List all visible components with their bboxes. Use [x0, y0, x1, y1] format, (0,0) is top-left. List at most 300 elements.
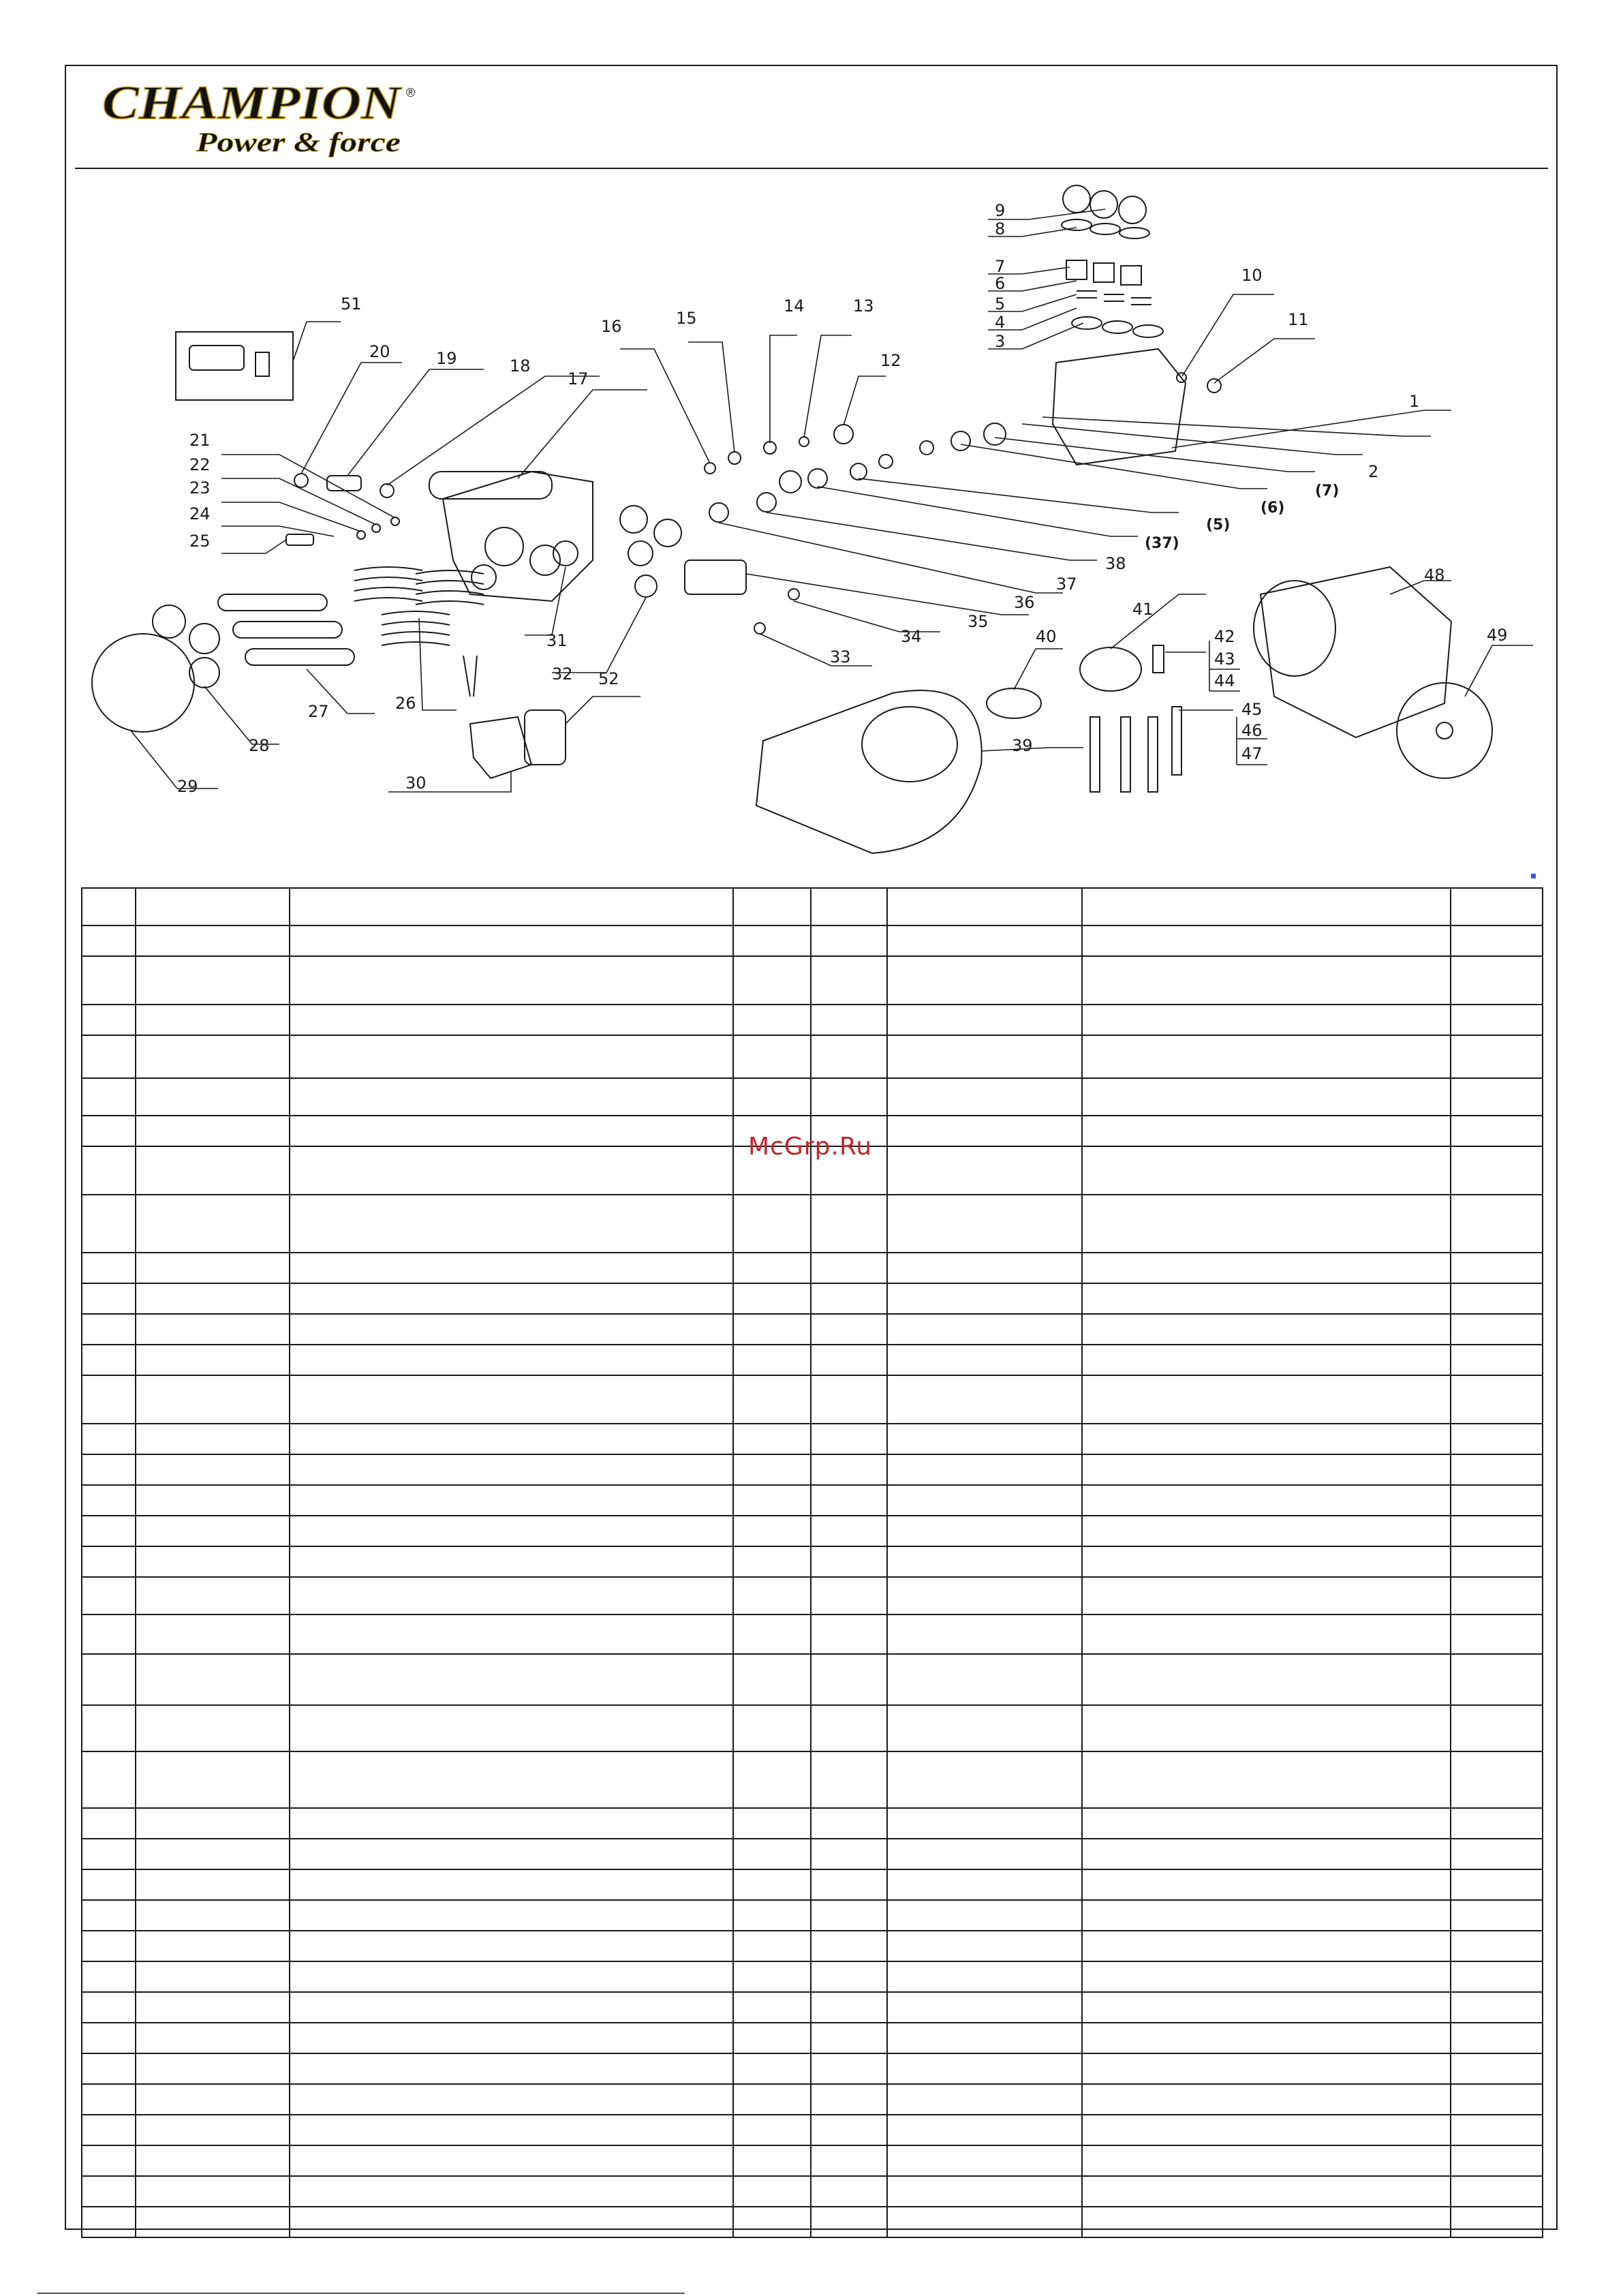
table-cell [1082, 2115, 1451, 2145]
table-cell [1451, 1705, 1543, 1751]
table-cell [290, 1654, 733, 1705]
callout-5-bold: (5) [1206, 517, 1231, 534]
table-cell [136, 925, 290, 956]
watermark: McGrp.Ru [748, 1133, 873, 1161]
callout-29: 29 [177, 777, 198, 796]
table-cell [887, 1345, 1082, 1375]
table-cell [290, 2023, 733, 2053]
table-cell [811, 2176, 887, 2207]
table-cell [82, 1705, 136, 1751]
table-cell [82, 1839, 136, 1869]
table-cell [1451, 1195, 1543, 1253]
leader-24 [221, 526, 334, 536]
table-cell [887, 888, 1082, 925]
table-cell [733, 1516, 811, 1546]
table-row [82, 2207, 1543, 2237]
leader-36 [719, 523, 1063, 593]
table-cell [82, 1614, 136, 1654]
table-cell [811, 956, 887, 1005]
part-16-nut [705, 463, 715, 474]
table-cell [82, 2176, 136, 2207]
callout-6-bold: (6) [1261, 500, 1285, 517]
table-cell [887, 1195, 1082, 1253]
leader-29 [131, 731, 218, 789]
callout-23: 23 [189, 478, 211, 498]
table-cell [811, 1195, 887, 1253]
part-1-pump-head [1053, 349, 1186, 465]
table-cell [290, 1546, 733, 1577]
callout-8: 8 [995, 219, 1006, 239]
table-row [82, 956, 1543, 1005]
table-row [82, 1195, 1543, 1253]
part-3-seal [1102, 321, 1132, 333]
table-cell [82, 1654, 136, 1705]
table-cell [290, 1839, 733, 1869]
table-cell [811, 1931, 887, 1961]
table-cell [887, 1546, 1082, 1577]
leader-17 [518, 390, 647, 478]
leader-18 [387, 376, 600, 485]
table-cell [887, 2145, 1082, 2176]
table-row [82, 1992, 1543, 2023]
table-row [82, 1345, 1543, 1375]
callout-26: 26 [395, 694, 416, 713]
table-cell [290, 1345, 733, 1375]
table-cell [733, 1992, 811, 2023]
part-7-valve [1121, 266, 1141, 285]
table-cell [1451, 2176, 1543, 2207]
table-cell [290, 2053, 733, 2084]
table-cell [82, 1283, 136, 1314]
table-cell [1451, 2145, 1543, 2176]
table-cell [82, 1961, 136, 1992]
seal [628, 541, 653, 566]
table-cell [887, 1869, 1082, 1900]
table-cell [290, 1146, 733, 1195]
table-cell [136, 1195, 290, 1253]
table-cell [887, 2053, 1082, 2084]
table-cell [887, 1705, 1082, 1751]
table-cell [733, 1005, 811, 1035]
table-cell [887, 1005, 1082, 1035]
part-41-bearing-plate [1080, 647, 1141, 691]
table-cell [136, 1345, 290, 1375]
leader-38 [818, 487, 1138, 536]
table-cell [1451, 2084, 1543, 2115]
table-cell [136, 888, 290, 925]
leader-20 [301, 363, 402, 474]
leader-49 [293, 322, 341, 361]
table-cell [811, 1839, 887, 1869]
table-cell [290, 1314, 733, 1345]
table-cell [733, 1654, 811, 1705]
table-cell [290, 1577, 733, 1614]
part-48-flange [1254, 581, 1335, 676]
callout-3: 3 [995, 332, 1006, 351]
table-cell [887, 2207, 1082, 2237]
table-cell [887, 1808, 1082, 1839]
part-42-bolt [1153, 645, 1164, 673]
callout-21: 21 [189, 431, 211, 450]
table-cell [1451, 2053, 1543, 2084]
table-cell [1451, 1839, 1543, 1869]
callout-43: 43 [1214, 649, 1235, 669]
table-row [82, 925, 1543, 956]
table-cell [1082, 1195, 1451, 1253]
leader-11 [1214, 339, 1315, 383]
callout-11: 11 [1288, 310, 1309, 329]
table-cell [887, 1078, 1082, 1116]
table-cell [887, 2084, 1082, 2115]
table-cell [1451, 1424, 1543, 1454]
leader-37b [859, 478, 1179, 512]
callout-15: 15 [676, 309, 697, 328]
table-cell [887, 1283, 1082, 1314]
table-cell [811, 2084, 887, 2115]
callout-36: 36 [1014, 593, 1035, 612]
part-39-motor-cover [756, 690, 982, 853]
table-cell [811, 1005, 887, 1035]
table-cell [1451, 1751, 1543, 1808]
part-8-oring [1062, 219, 1092, 230]
part-3-seal [1133, 325, 1163, 337]
table-cell [82, 1375, 136, 1424]
table-cell [733, 1931, 811, 1961]
part-46-bolt [1148, 717, 1158, 792]
table-cell [1082, 2084, 1451, 2115]
table-row [82, 1005, 1543, 1035]
table-cell [136, 1614, 290, 1654]
table-cell [1082, 1577, 1451, 1614]
table-row [82, 1283, 1543, 1314]
table-cell [733, 2023, 811, 2053]
table-cell [1082, 1253, 1451, 1283]
callout-19: 19 [436, 349, 457, 368]
table-row [82, 1654, 1543, 1705]
table-cell [1082, 1839, 1451, 1869]
seal [920, 441, 933, 455]
callout-37: 37 [1056, 575, 1077, 594]
part-28-seal [153, 605, 185, 638]
callout-46: 46 [1241, 721, 1263, 740]
table-cell [811, 2207, 887, 2237]
table-cell [887, 1992, 1082, 2023]
part-31-seal [553, 541, 578, 566]
leader-41 [1111, 594, 1206, 649]
part-27-plunger [233, 622, 342, 638]
table-cell [290, 2115, 733, 2145]
table-cell [733, 1839, 811, 1869]
leader-9 [988, 209, 1105, 219]
table-cell [733, 1705, 811, 1751]
table-cell [1082, 2207, 1451, 2237]
table-cell [136, 1900, 290, 1931]
table-cell [1451, 2207, 1543, 2237]
table-cell [136, 1839, 290, 1869]
table-cell [290, 1485, 733, 1516]
callout-5: 5 [995, 294, 1006, 313]
table-row [82, 1577, 1543, 1614]
table-cell [1451, 888, 1543, 925]
logo-tagline: Power & force [195, 127, 401, 157]
table-cell [136, 2176, 290, 2207]
table-cell [887, 1146, 1082, 1195]
part-9-cap [1090, 191, 1117, 218]
table-cell [1082, 1546, 1451, 1577]
table-cell [733, 888, 811, 925]
table-cell [887, 925, 1082, 956]
table-cell [811, 2053, 887, 2084]
table-row [82, 1931, 1543, 1961]
table-cell [887, 956, 1082, 1005]
table-row [82, 1454, 1543, 1485]
table-cell [887, 1253, 1082, 1283]
part-27-plunger [218, 594, 327, 611]
part-45-bolt [1172, 707, 1181, 775]
table-cell [82, 2115, 136, 2145]
callout-7: 7 [995, 257, 1006, 276]
table-cell [887, 1035, 1082, 1078]
callout-41: 41 [1132, 600, 1154, 619]
callout-34: 34 [901, 627, 922, 646]
callout-51: 49 [1487, 626, 1508, 645]
table-cell [811, 1577, 887, 1614]
table-row [82, 1485, 1543, 1516]
table-cell [136, 1654, 290, 1705]
part-17-port [485, 527, 523, 566]
table-cell [82, 1116, 136, 1146]
table-cell [136, 1961, 290, 1992]
table-cell [1082, 1705, 1451, 1751]
table-cell [1451, 1931, 1543, 1961]
table-cell [1082, 2145, 1451, 2176]
table-cell [811, 1900, 887, 1931]
table-cell [811, 1516, 887, 1546]
leader-7b [1022, 424, 1363, 455]
leader-14 [770, 335, 797, 443]
table-cell [82, 1992, 136, 2023]
table-cell [290, 1454, 733, 1485]
table-cell [733, 1424, 811, 1454]
table-cell [733, 1345, 811, 1375]
table-cell [136, 1078, 290, 1116]
callout-44: 44 [1214, 671, 1235, 690]
part-3-seal [1072, 317, 1102, 329]
table-cell [811, 2145, 887, 2176]
seal [984, 423, 1006, 445]
part-51-fan-hub [1436, 722, 1453, 739]
table-cell [811, 1485, 887, 1516]
table-cell [1451, 1283, 1543, 1314]
part-33-screw [754, 623, 765, 634]
table-cell [811, 925, 887, 956]
table-cell [136, 1454, 290, 1485]
table-cell [136, 2207, 290, 2237]
part-30-wires [463, 656, 477, 697]
part-11-plug [1207, 379, 1221, 393]
table-cell [811, 1375, 887, 1424]
table-cell [1451, 1146, 1543, 1195]
table-cell [82, 1005, 136, 1035]
champion-logo [102, 76, 429, 158]
table-cell [1082, 2023, 1451, 2053]
table-row [82, 2053, 1543, 2084]
table-cell [733, 1253, 811, 1283]
table-cell [1082, 1146, 1451, 1195]
table-row [82, 1035, 1543, 1078]
leader-23 [221, 502, 361, 532]
table-cell [887, 1485, 1082, 1516]
table-cell [82, 925, 136, 956]
table-cell [136, 2023, 290, 2053]
table-cell [733, 1900, 811, 1931]
table-cell [82, 2023, 136, 2053]
table-cell [82, 1485, 136, 1516]
table-row [82, 2115, 1543, 2145]
table-cell [733, 2053, 811, 2084]
table-cell [82, 1345, 136, 1375]
leader-15 [688, 342, 735, 453]
callout-6: 6 [995, 274, 1006, 293]
table-cell [733, 1485, 811, 1516]
table-cell [82, 1253, 136, 1283]
table-row [82, 1546, 1543, 1577]
table-cell [887, 1577, 1082, 1614]
part-36-ring [709, 503, 728, 522]
callout-37-bold: (37) [1145, 535, 1179, 552]
callout-28: 28 [249, 736, 270, 755]
table-cell [82, 2053, 136, 2084]
leader-22 [221, 478, 376, 525]
callout-38: 38 [1105, 554, 1126, 573]
table-cell [811, 1992, 887, 2023]
table-cell [811, 1869, 887, 1900]
table-row [82, 1900, 1543, 1931]
table-cell [82, 2145, 136, 2176]
table-cell [1451, 1577, 1543, 1614]
part-8-oring [1090, 224, 1120, 234]
callout-48: 48 [1424, 566, 1445, 585]
table-cell [82, 2084, 136, 2115]
table-cell [82, 1454, 136, 1485]
table-cell [1451, 1546, 1543, 1577]
table-row [82, 1516, 1543, 1546]
table-cell [811, 1424, 887, 1454]
table-cell [887, 1314, 1082, 1345]
table-cell [290, 1900, 733, 1931]
table-cell [290, 1751, 733, 1808]
table-cell [290, 1808, 733, 1839]
table-cell [290, 1705, 733, 1751]
callout-31: 31 [546, 631, 568, 650]
table-cell [136, 1869, 290, 1900]
callout-16: 16 [601, 317, 622, 336]
table-cell [811, 1614, 887, 1654]
table-cell [290, 925, 733, 956]
table-cell [82, 1546, 136, 1577]
table-cell [82, 1195, 136, 1253]
leader-16 [620, 349, 710, 463]
table-cell [811, 1314, 887, 1345]
table-row [82, 2023, 1543, 2053]
table-cell [136, 1931, 290, 1961]
table-cell [1451, 1375, 1543, 1424]
table-cell [811, 1808, 887, 1839]
table-cell [1451, 925, 1543, 956]
table-cell [733, 1375, 811, 1424]
table-cell [811, 1283, 887, 1314]
table-cell [1451, 2023, 1543, 2053]
part-9-cap [1119, 196, 1146, 224]
table-cell [136, 1005, 290, 1035]
table-cell [733, 1546, 811, 1577]
table-cell [1451, 1078, 1543, 1116]
part-17-pipe [429, 472, 552, 499]
part-7-valve [1094, 263, 1114, 282]
table-cell [82, 888, 136, 925]
table-cell [887, 1900, 1082, 1931]
logo-registered-mark: ® [406, 86, 416, 100]
table-row [82, 1424, 1543, 1454]
callout-22: 22 [189, 455, 211, 474]
seal [808, 469, 827, 488]
table-cell [136, 1035, 290, 1078]
table-row [82, 1839, 1543, 1869]
table-cell [887, 1839, 1082, 1869]
table-cell [733, 1078, 811, 1116]
table-cell [887, 1454, 1082, 1485]
table-cell [811, 2023, 887, 2053]
table-cell [136, 1577, 290, 1614]
leader-12 [844, 376, 886, 425]
table-cell [290, 1869, 733, 1900]
parts-table [81, 887, 1543, 2238]
table-cell [733, 2115, 811, 2145]
table-cell [733, 1454, 811, 1485]
table-cell [887, 1116, 1082, 1146]
table-cell [887, 1375, 1082, 1424]
callout-39: 39 [1012, 736, 1033, 755]
table-cell [1451, 1485, 1543, 1516]
part-29-oring [92, 634, 194, 732]
table-cell [82, 2207, 136, 2237]
table-cell [1451, 1253, 1543, 1283]
table-row [82, 1751, 1543, 1808]
table-cell [1451, 1900, 1543, 1931]
table-cell [1082, 1454, 1451, 1485]
part-48-motor [1261, 567, 1451, 737]
seal [779, 471, 801, 493]
table-cell [82, 1078, 136, 1116]
table-cell [887, 1614, 1082, 1654]
leader-40 [1014, 649, 1063, 690]
seal [620, 506, 647, 533]
part-20-ring [294, 474, 308, 487]
leader-33 [760, 634, 872, 666]
callout-42: 42 [1214, 627, 1235, 646]
table-cell [733, 1314, 811, 1345]
table-cell [811, 1035, 887, 1078]
table-cell [1082, 2176, 1451, 2207]
table-cell [1451, 956, 1543, 1005]
table-cell [290, 2207, 733, 2237]
part-21-washer [391, 517, 399, 525]
callout-30: 30 [405, 774, 427, 793]
table-cell [811, 1654, 887, 1705]
leader-52 [566, 697, 640, 724]
table-cell [733, 1808, 811, 1839]
table-cell [82, 956, 136, 1005]
